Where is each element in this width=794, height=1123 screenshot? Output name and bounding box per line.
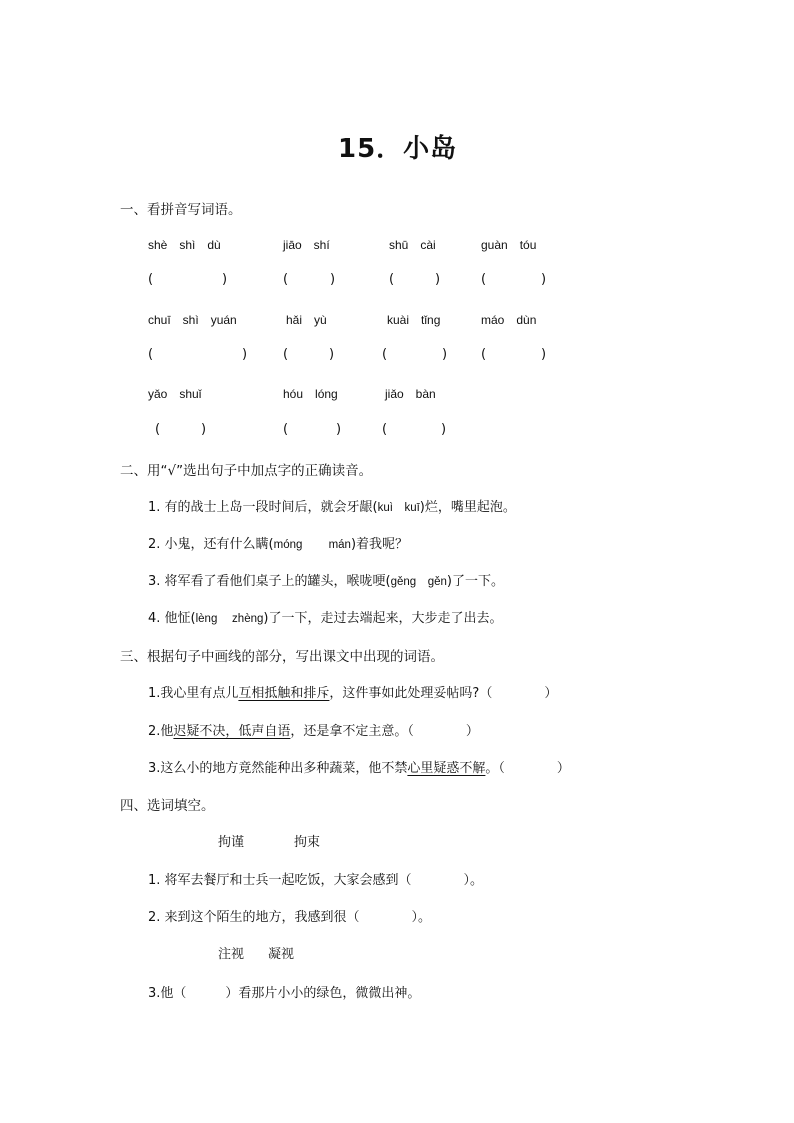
reading-question-3 bbox=[148, 570, 504, 589]
pinyin-3-3: jiǎo bàn bbox=[385, 387, 436, 401]
phrase-question-2 bbox=[148, 720, 479, 739]
pinyin-2-3: kuài tǐng bbox=[387, 313, 441, 327]
pinyin-choice: lèng zhèng bbox=[195, 613, 264, 625]
section-2-heading: 二、用“√”选出句子中加点字的正确读音。 bbox=[120, 463, 373, 479]
pinyin-1-4: guàn tóu bbox=[481, 238, 537, 252]
word-option: 拘谨 bbox=[218, 835, 245, 850]
question-text: 3.这么小的地方竟然能种出多种蔬菜，他不禁 bbox=[148, 761, 408, 776]
pinyin-2-4: máo dùn bbox=[481, 313, 537, 327]
question-text: ，这件事如此处理妥帖吗?（ ） bbox=[329, 686, 558, 701]
reading-question-1 bbox=[148, 496, 516, 515]
blank-open: ( bbox=[382, 422, 388, 437]
blank-close: ) bbox=[329, 347, 335, 362]
underlined-phrase: 迟疑不决，低声自语 bbox=[173, 724, 291, 739]
pinyin-2-2: hǎi yù bbox=[286, 313, 327, 327]
question-text: ，还是拿不定主意。（ ） bbox=[290, 724, 479, 739]
blank-close: ) bbox=[435, 272, 441, 287]
fill-question-2: 2. 来到这个陌生的地方，我感到很（ ）。 bbox=[148, 910, 432, 925]
pinyin-1-2: jiāo shí bbox=[283, 238, 330, 252]
question-text: 4. 他怔( bbox=[148, 611, 196, 626]
section-1-heading: 一、看拼音写词语。 bbox=[120, 202, 242, 218]
blank-open: ( bbox=[481, 347, 487, 362]
pinyin-choice: gěng gěn bbox=[390, 576, 447, 588]
question-text: 1.我心里有点儿 bbox=[148, 686, 239, 701]
pinyin-choice: móng mán bbox=[273, 539, 351, 551]
blank-close: ) bbox=[201, 422, 207, 437]
section-3-heading: 三、根据句子中画线的部分，写出课文中出现的词语。 bbox=[120, 649, 444, 665]
blank-close: ) bbox=[442, 347, 448, 362]
question-text: 2.他 bbox=[148, 724, 174, 739]
word-option: 拘束 bbox=[294, 835, 321, 850]
blank-close: ) bbox=[541, 347, 547, 362]
pinyin-choice: kuì kuī bbox=[377, 502, 420, 514]
word-option: 注视 bbox=[218, 947, 245, 962]
blank-open: ( bbox=[283, 347, 289, 362]
blank-close: ) bbox=[336, 422, 342, 437]
page-title: 15．小岛 bbox=[338, 134, 458, 164]
pinyin-3-1: yǎo shuǐ bbox=[148, 387, 202, 401]
question-text: )着我呢？ bbox=[350, 537, 409, 552]
fill-question-1: 1. 将军去餐厅和士兵一起吃饭，大家会感到（ ）。 bbox=[148, 873, 484, 888]
pinyin-2-1: chuī shì yuán bbox=[148, 313, 237, 327]
word-option: 凝视 bbox=[268, 947, 295, 962]
underlined-phrase: 心里疑惑不解 bbox=[407, 761, 486, 776]
underlined-phrase: 互相抵触和排斥 bbox=[238, 686, 330, 701]
section-4-heading: 四、选词填空。 bbox=[120, 798, 215, 814]
question-text: 1. 有的战士上岛一段时间后，就会牙龈( bbox=[148, 500, 378, 515]
question-text: 。（ ） bbox=[485, 761, 570, 776]
pinyin-3-2: hóu lóng bbox=[283, 387, 338, 401]
blank-open: ( bbox=[389, 272, 395, 287]
reading-question-4 bbox=[148, 607, 502, 626]
pinyin-1-3: shū cài bbox=[389, 238, 436, 252]
blank-open: ( bbox=[155, 422, 161, 437]
question-text: 3. 将军看了看他们桌子上的罐头，喉咙哽( bbox=[148, 574, 391, 589]
phrase-question-3 bbox=[148, 757, 570, 776]
blank-close: ) bbox=[541, 272, 547, 287]
blank-open: ( bbox=[481, 272, 487, 287]
phrase-question-1 bbox=[148, 682, 557, 701]
blank-open: ( bbox=[148, 347, 154, 362]
blank-close: ) bbox=[441, 422, 447, 437]
blank-open: ( bbox=[283, 272, 289, 287]
blank-close: ) bbox=[222, 272, 228, 287]
blank-close: ) bbox=[242, 347, 248, 362]
blank-open: ( bbox=[382, 347, 388, 362]
question-text: )烂，嘴里起泡。 bbox=[419, 500, 516, 515]
question-text: 2. 小鬼，还有什么瞒( bbox=[148, 537, 274, 552]
question-text: )了一下，走过去端起来，大步走了出去。 bbox=[263, 611, 503, 626]
pinyin-1-1: shè shì dù bbox=[148, 238, 221, 252]
fill-question-3: 3.他（ ）看那片小小的绿色，微微出神。 bbox=[148, 986, 421, 1001]
blank-open: ( bbox=[148, 272, 154, 287]
blank-close: ) bbox=[330, 272, 336, 287]
question-text: )了一下。 bbox=[446, 574, 504, 589]
reading-question-2 bbox=[148, 533, 408, 552]
blank-open: ( bbox=[283, 422, 289, 437]
